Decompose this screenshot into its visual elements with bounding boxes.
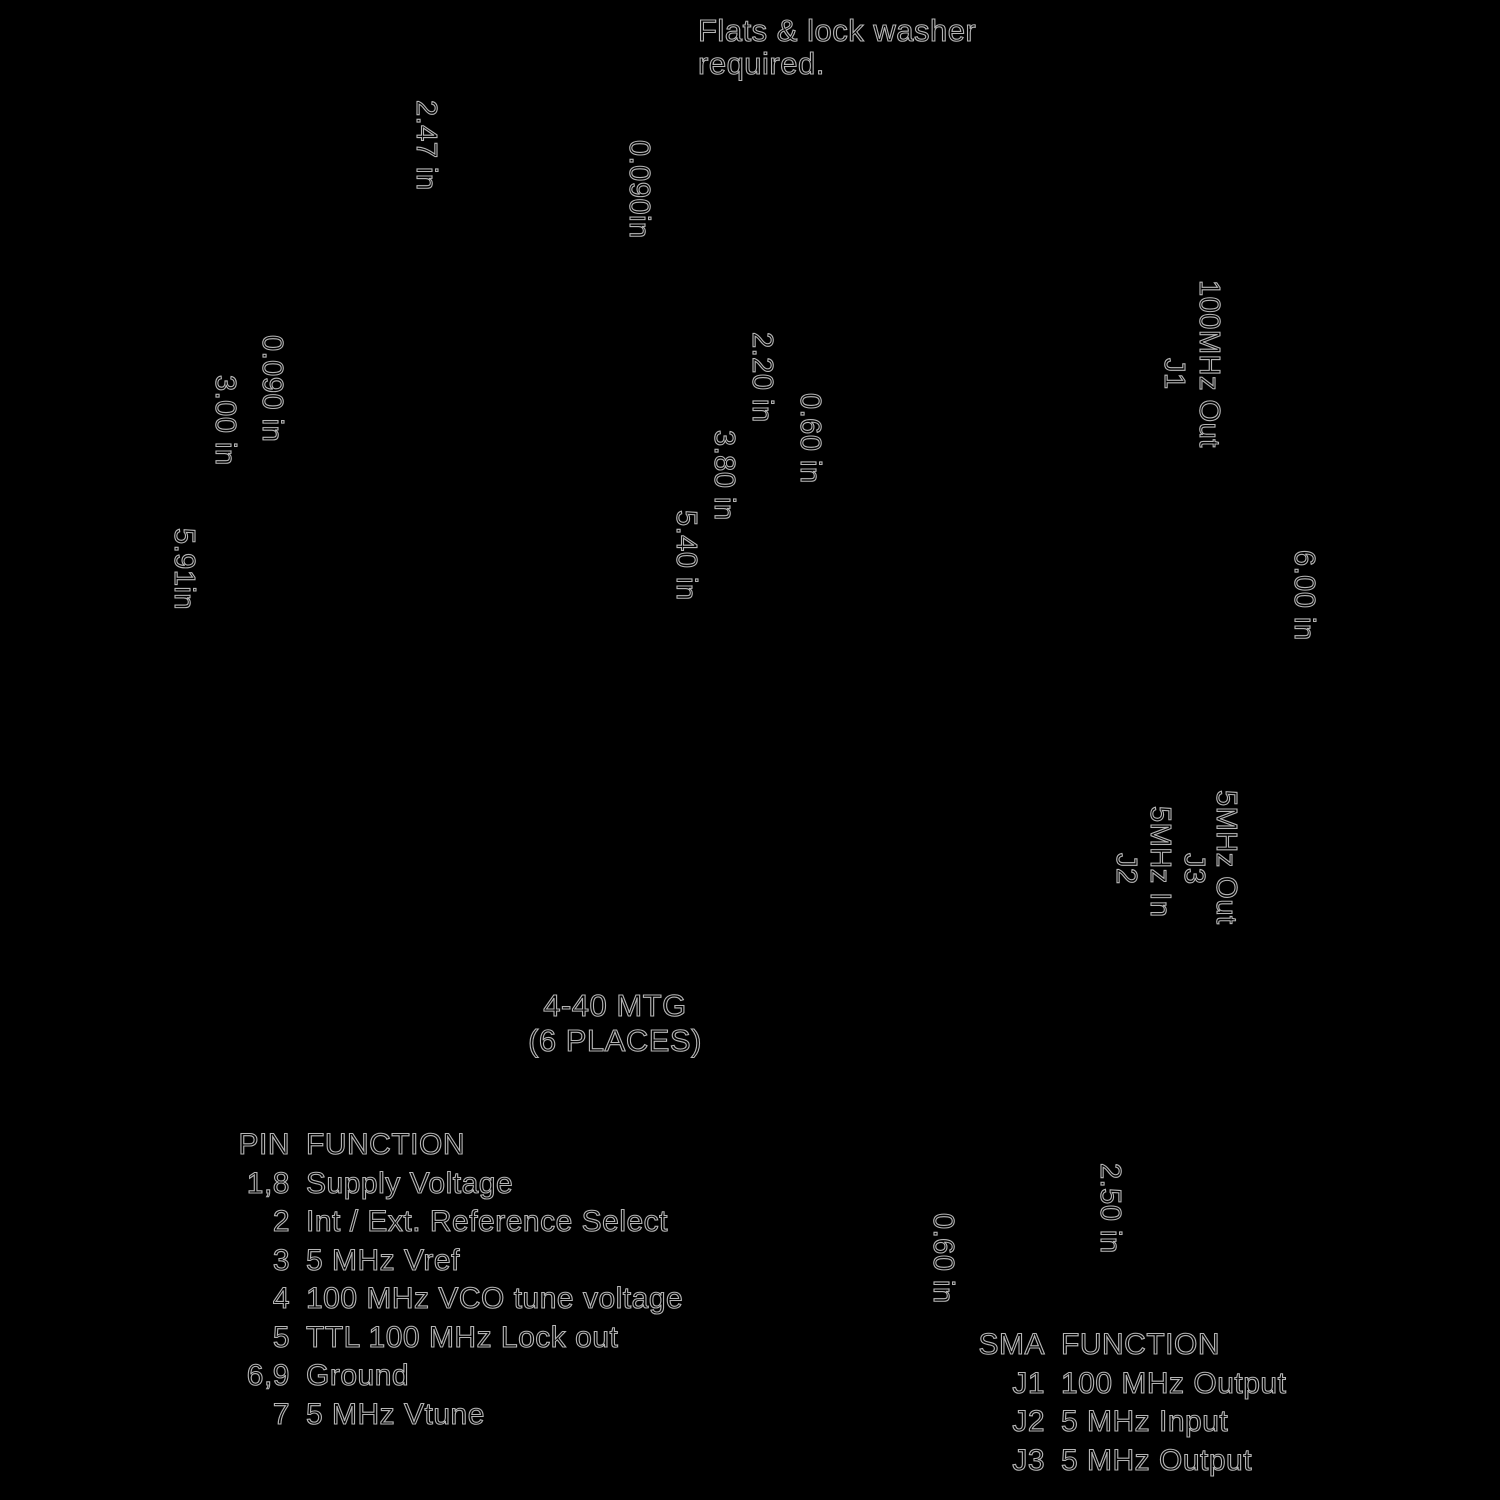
sma-function-cell: 5 MHz Output [1061, 1443, 1253, 1477]
connector-j3-ref: J3 [1178, 853, 1210, 885]
sma-function-header: FUNCTION [1061, 1328, 1220, 1361]
pin-cell: 7 [272, 1397, 290, 1431]
sma-table-row [975, 1367, 1286, 1406]
pin-cell: 6,9 [246, 1359, 290, 1392]
function-cell: Ground [306, 1359, 410, 1392]
pin-table-header [230, 1128, 683, 1167]
pin-table-row [230, 1398, 683, 1437]
function-cell: Int / Ext. Reference Select [306, 1205, 669, 1238]
pin-table-row [230, 1205, 683, 1244]
dim-5-91-in: 5.91in [168, 528, 200, 611]
dim-6-00-in: 6.00 in [1288, 550, 1320, 641]
sma-table-row [975, 1444, 1286, 1483]
pin-cell: 5 [272, 1320, 290, 1354]
function-cell: TTL 100 MHz Lock out [306, 1320, 619, 1354]
sma-cell: J2 [1012, 1405, 1045, 1438]
connector-j2-label: 5MHz In [1144, 806, 1176, 918]
dim-3-00-in: 3.00 in [209, 375, 241, 466]
function-header: FUNCTION [306, 1128, 465, 1161]
connector-j3-label: 5MHz Out [1210, 790, 1242, 925]
connector-j2-ref: J2 [1110, 853, 1142, 885]
function-cell: 5 MHz Vtune [306, 1397, 485, 1431]
mtg-note [510, 988, 720, 1058]
dim-0-60-in-mid: 0.60 in [794, 393, 826, 484]
dim-2-50-in: 2.50 in [1094, 1163, 1126, 1254]
sma-table-row [975, 1405, 1286, 1444]
pin-table-row [230, 1244, 683, 1283]
dim-5-40-in: 5.40 in [670, 510, 702, 601]
sma-function-table [975, 1328, 1286, 1482]
sma-table-header [975, 1328, 1286, 1367]
pin-header: PIN [238, 1128, 290, 1161]
sma-function-cell: 100 MHz Output [1061, 1366, 1287, 1400]
dim-2-20-in: 2.20 in [746, 332, 778, 423]
sma-function-cell: 5 MHz Input [1061, 1405, 1229, 1438]
pin-cell: 2 [272, 1205, 290, 1238]
pin-table-row [230, 1321, 683, 1360]
pin-cell: 1,8 [246, 1166, 290, 1200]
flats-note-line1: Flats & lock washer [698, 13, 977, 48]
flats-note-line2: required. [698, 46, 825, 81]
sma-cell: J3 [1012, 1443, 1045, 1477]
sma-cell: J1 [1012, 1366, 1045, 1400]
sma-header: SMA [978, 1328, 1045, 1361]
function-cell: 5 MHz Vref [306, 1243, 460, 1277]
pin-table-row [230, 1282, 683, 1321]
pin-table-row [230, 1359, 683, 1398]
dim-3-80-in: 3.80 in [708, 430, 740, 521]
mtg-note-line1: 4-40 MTG [543, 988, 687, 1023]
connector-j1-ref: J1 [1158, 358, 1190, 390]
function-cell: Supply Voltage [306, 1166, 514, 1200]
connector-j1-label: 100MHz Out [1193, 280, 1225, 448]
pin-cell: 4 [272, 1282, 290, 1315]
dim-0-090-in-top: 0.090in [623, 140, 655, 239]
pin-table-row [230, 1167, 683, 1206]
dim-0-60-in-bottom: 0.60 in [927, 1213, 959, 1304]
dim-2-47-in: 2.47 in [410, 100, 442, 191]
pin-cell: 3 [272, 1243, 290, 1277]
dim-0-090-in-left: 0.090 in [256, 335, 288, 443]
mtg-note-line2: (6 PLACES) [528, 1023, 702, 1058]
function-cell: 100 MHz VCO tune voltage [306, 1282, 684, 1315]
pin-function-table [230, 1128, 683, 1436]
